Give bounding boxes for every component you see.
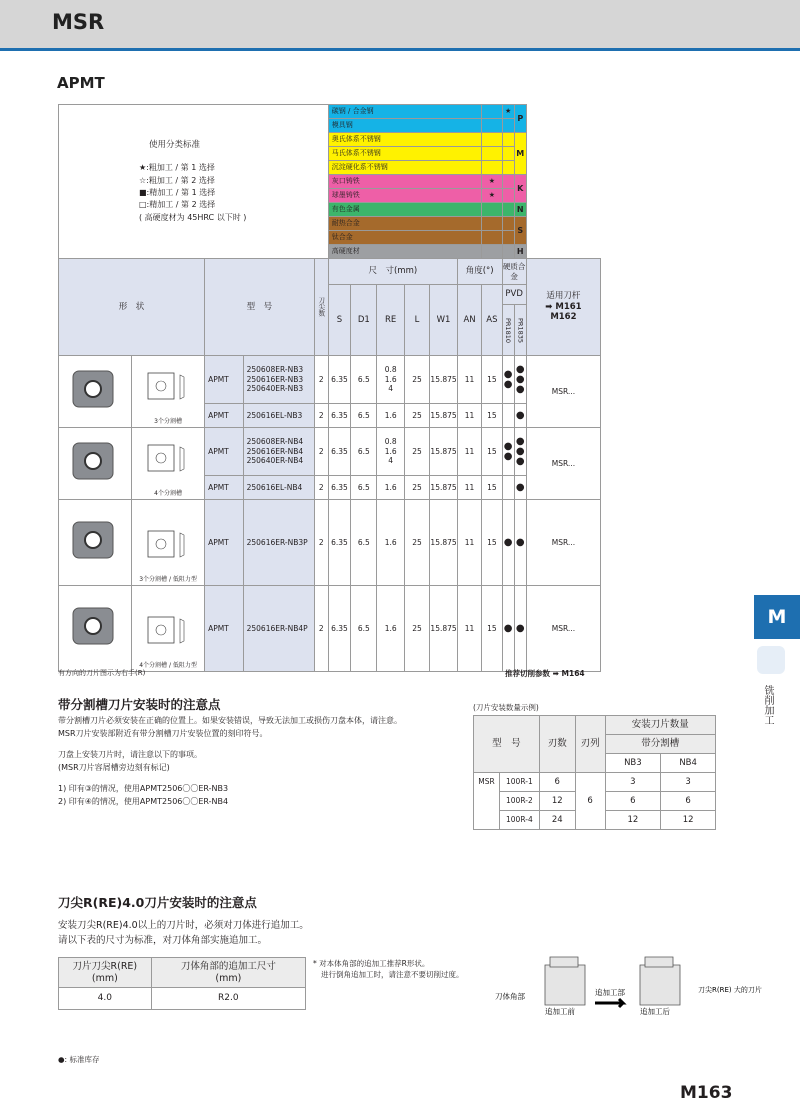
insert-photo-cell bbox=[59, 586, 132, 672]
cell-as: 15 bbox=[482, 404, 502, 428]
material-mark bbox=[502, 147, 514, 161]
cell-edges: 2 bbox=[314, 500, 328, 586]
cell-re: 0.8 1.6 4 bbox=[377, 356, 404, 404]
section1-line: 刀盘上安装刀片时，请注意以下的事项。 bbox=[58, 750, 202, 759]
cell-an: 11 bbox=[457, 476, 481, 500]
cell-l: 25 bbox=[404, 476, 429, 500]
model-header: 型 号 bbox=[205, 259, 315, 356]
material-group: M bbox=[514, 133, 526, 175]
cell-d1: 6.5 bbox=[351, 428, 377, 476]
holder-header: 适用刀杆 ➡ M161 M162 bbox=[526, 259, 600, 356]
col-w1: W1 bbox=[430, 285, 458, 356]
cell-an: 11 bbox=[457, 500, 481, 586]
lbl-tip: 刀尖R(RE) 大的刀片 bbox=[698, 986, 762, 994]
cell-s: 6.35 bbox=[328, 500, 350, 586]
cell-models: 250616ER-NB4P bbox=[243, 586, 314, 672]
material-name: 球墨铸铁 bbox=[328, 189, 481, 203]
header-bar bbox=[0, 0, 800, 48]
qty-teeth: 24 bbox=[539, 811, 575, 830]
cell-edges: 2 bbox=[314, 404, 328, 428]
cell-w1: 15.875 bbox=[430, 428, 458, 476]
cell-g2: ● bbox=[514, 586, 526, 672]
cell-edges: 2 bbox=[314, 476, 328, 500]
cell-g2: ● bbox=[514, 476, 526, 500]
cell-g1 bbox=[502, 476, 514, 500]
qty-h-nb4: NB4 bbox=[661, 754, 716, 773]
cell-models: 250608ER-NB3 250616ER-NB3 250640ER-NB3 bbox=[243, 356, 314, 404]
material-mark bbox=[482, 231, 502, 245]
qty-nb4: 6 bbox=[661, 792, 716, 811]
cell-s: 6.35 bbox=[328, 476, 350, 500]
shape-header: 形 状 bbox=[59, 259, 205, 356]
cell-w1: 15.875 bbox=[430, 500, 458, 586]
qty-nb3: 12 bbox=[605, 811, 661, 830]
section1-line: (MSR刀片容屑槽旁边刻有标记) bbox=[58, 763, 170, 772]
cell-series: APMT bbox=[205, 356, 244, 404]
cell-g2: ● bbox=[514, 404, 526, 428]
cell-models: 250616EL-NB4 bbox=[243, 476, 314, 500]
section1-line: 1) 印有③的情况，使用APMT2506〇〇ER-NB3 bbox=[58, 784, 229, 793]
qty-nb4: 3 bbox=[661, 773, 716, 792]
insert-photo bbox=[65, 365, 125, 415]
material-name: 高硬度材 bbox=[328, 245, 481, 259]
cell-models: 250608ER-NB4 250616ER-NB4 250640ER-NB4 bbox=[243, 428, 314, 476]
material-name: 马氏体系不锈钢 bbox=[328, 147, 481, 161]
cell-series: APMT bbox=[205, 476, 244, 500]
qty-h-rows: 刃列 bbox=[575, 716, 605, 773]
cell-holder: MSR... bbox=[526, 428, 600, 500]
cell-as: 15 bbox=[482, 428, 502, 476]
cell-edges: 2 bbox=[314, 356, 328, 404]
cell-g1: ● bbox=[502, 500, 514, 586]
page-title: MSR bbox=[52, 10, 105, 34]
col-s: S bbox=[328, 285, 350, 356]
material-mark bbox=[482, 203, 502, 217]
material-mark bbox=[482, 119, 502, 133]
cell-as: 15 bbox=[482, 586, 502, 672]
diagram-notes: * 对本体角部的追加工推荐R形状。 进行倒角追加工时，请注意不要切削过度。 bbox=[313, 959, 464, 979]
qty-h-teeth: 刃数 bbox=[539, 716, 575, 773]
insert-photo bbox=[65, 602, 125, 652]
cell-g1: ● ● bbox=[502, 428, 514, 476]
re-v2: R2.0 bbox=[151, 988, 305, 1010]
material-mark: ★ bbox=[502, 105, 514, 119]
cell-re: 1.6 bbox=[377, 586, 404, 672]
col-l: L bbox=[404, 285, 429, 356]
material-name: 有色金属 bbox=[328, 203, 481, 217]
cell-g2: ● ● ● bbox=[514, 356, 526, 404]
cell-an: 11 bbox=[457, 404, 481, 428]
section1-line bbox=[58, 774, 458, 782]
cell-l: 25 bbox=[404, 500, 429, 586]
lbl-extra: 追加工部 bbox=[595, 988, 625, 997]
cell-series: APMT bbox=[205, 428, 244, 476]
qty-table bbox=[473, 715, 716, 830]
chapter-label: 铣削加工 bbox=[762, 685, 773, 725]
cell-g2: ● bbox=[514, 500, 526, 586]
material-mark bbox=[502, 203, 514, 217]
qty-rows-val: 6 bbox=[575, 773, 605, 830]
insert-drawing bbox=[138, 523, 198, 573]
material-mark bbox=[502, 133, 514, 147]
cell-series: APMT bbox=[205, 500, 244, 586]
cell-models: 250616ER-NB3P bbox=[243, 500, 314, 586]
material-group: H bbox=[514, 245, 526, 259]
cell-s: 6.35 bbox=[328, 428, 350, 476]
section1-line: 2) 印有④的情况，使用APMT2506〇〇ER-NB4 bbox=[58, 797, 229, 806]
cell-l: 25 bbox=[404, 356, 429, 404]
lbl-before: 追加工前 bbox=[545, 1007, 575, 1016]
section1-line: MSR刀片安装部附近有带分割槽刀片安装位置的刻印符号。 bbox=[58, 729, 268, 738]
material-mark bbox=[482, 161, 502, 175]
insert-spec-table bbox=[58, 104, 601, 672]
qty-nb3: 6 bbox=[605, 792, 661, 811]
material-group: P bbox=[514, 105, 526, 133]
cell-l: 25 bbox=[404, 404, 429, 428]
re-h2: 刀体角部的追加工尺寸 (mm) bbox=[151, 958, 305, 988]
cell-w1: 15.875 bbox=[430, 476, 458, 500]
material-mark bbox=[482, 217, 502, 231]
col-an: AN bbox=[457, 285, 481, 356]
stock-legend: ●: 标准库存 bbox=[58, 1055, 100, 1064]
col-pvd: PVD bbox=[502, 285, 526, 305]
qty-teeth: 12 bbox=[539, 792, 575, 811]
cell-w1: 15.875 bbox=[430, 356, 458, 404]
edges-header: 刀尖数 bbox=[317, 297, 326, 317]
cell-series: APMT bbox=[205, 586, 244, 672]
insert-drawing-cell: 4个分割槽 / 低阻力型 bbox=[132, 586, 205, 672]
col-pr1810: PR1810 bbox=[504, 317, 513, 343]
material-mark bbox=[482, 105, 502, 119]
material-group: N bbox=[514, 203, 526, 217]
material-mark bbox=[502, 189, 514, 203]
cell-w1: 15.875 bbox=[430, 404, 458, 428]
milling-icon bbox=[757, 646, 785, 674]
section1-line bbox=[58, 740, 458, 748]
cell-d1: 6.5 bbox=[351, 356, 377, 404]
material-mark: ★ bbox=[482, 175, 502, 189]
insert-photo bbox=[65, 516, 125, 566]
material-name: 钛合金 bbox=[328, 231, 481, 245]
cell-s: 6.35 bbox=[328, 356, 350, 404]
cutting-params-link[interactable]: 推荐切削参数 ➡ M164 bbox=[505, 669, 585, 678]
cell-l: 25 bbox=[404, 428, 429, 476]
cell-re: 1.6 bbox=[377, 476, 404, 500]
body-rework-diagram bbox=[490, 945, 762, 1020]
cell-an: 11 bbox=[457, 586, 481, 672]
cell-as: 15 bbox=[482, 356, 502, 404]
material-name: 模具钢 bbox=[328, 119, 481, 133]
qty-model: 100R-1 bbox=[499, 773, 539, 792]
material-mark bbox=[502, 175, 514, 189]
lbl-body: 刀体角部 bbox=[495, 992, 525, 1001]
cell-models: 250616EL-NB3 bbox=[243, 404, 314, 428]
col-pr1835: PR1835 bbox=[516, 317, 525, 343]
material-name: 奥氏体系不锈钢 bbox=[328, 133, 481, 147]
header-rule bbox=[0, 48, 800, 51]
col-re: RE bbox=[377, 285, 404, 356]
chapter-tab[interactable]: M bbox=[754, 595, 800, 639]
cell-an: 11 bbox=[457, 356, 481, 404]
cell-g1 bbox=[502, 404, 514, 428]
cell-holder: MSR... bbox=[526, 356, 600, 428]
cell-re: 1.6 bbox=[377, 404, 404, 428]
cell-d1: 6.5 bbox=[351, 404, 377, 428]
material-mark bbox=[482, 147, 502, 161]
cell-edges: 2 bbox=[314, 428, 328, 476]
cell-as: 15 bbox=[482, 500, 502, 586]
material-mark bbox=[502, 245, 514, 259]
material-mark bbox=[502, 119, 514, 133]
cell-re: 0.8 1.6 4 bbox=[377, 428, 404, 476]
qty-teeth: 6 bbox=[539, 773, 575, 792]
re-table bbox=[58, 957, 306, 1010]
insert-drawing bbox=[138, 365, 198, 415]
material-mark bbox=[502, 217, 514, 231]
legend-box: 使用分类标准 ★:粗加工 / 第 1 选择 ☆:粗加工 / 第 2 选择 ■:精加工 / 第 1 选择 □:精加工 / 第 2 选择 ( 高硬度材为 45HRC 以下时 ) bbox=[59, 105, 329, 259]
grade-header: 硬质合金 bbox=[502, 259, 526, 285]
material-mark bbox=[502, 161, 514, 175]
material-name: 灰口铸铁 bbox=[328, 175, 481, 189]
insert-drawing-cell: 3个分割槽 / 低阻力型 bbox=[132, 500, 205, 586]
cell-series: APMT bbox=[205, 404, 244, 428]
section2-text: 安装刀尖R(RE)4.0以上的刀片时，必须对刀体进行追加工。 请以下表的尺寸为标准，对刀体角部实施追加工。 bbox=[58, 920, 309, 946]
insert-drawing-cell: 4个分割槽 bbox=[132, 428, 205, 500]
page-number: M163 bbox=[680, 1083, 733, 1103]
lbl-after: 追加工后 bbox=[640, 1007, 670, 1016]
qty-prefix: MSR bbox=[474, 773, 500, 830]
insert-drawing-cell: 3个分割槽 bbox=[132, 356, 205, 428]
qty-model: 100R-2 bbox=[499, 792, 539, 811]
insert-photo bbox=[65, 437, 125, 487]
cell-d1: 6.5 bbox=[351, 586, 377, 672]
qty-nb3: 3 bbox=[605, 773, 661, 792]
col-as: AS bbox=[482, 285, 502, 356]
re-v1: 4.0 bbox=[59, 988, 152, 1010]
insert-photo-cell bbox=[59, 500, 132, 586]
cell-g1: ● ● bbox=[502, 356, 514, 404]
cell-an: 11 bbox=[457, 428, 481, 476]
dims-header: 尺 寸(mm) bbox=[328, 259, 457, 285]
col-d1: D1 bbox=[351, 285, 377, 356]
cell-as: 15 bbox=[482, 476, 502, 500]
section2-title: 刀尖R(RE)4.0刀片安装时的注意点 bbox=[58, 895, 257, 910]
qty-h-qty: 安装刀片数量 bbox=[605, 716, 716, 735]
qty-caption: (刀片安装数量示例) bbox=[473, 703, 539, 712]
insert-photo-cell bbox=[59, 428, 132, 500]
material-name: 耐热合金 bbox=[328, 217, 481, 231]
material-name: 碳钢 / 合金钢 bbox=[328, 105, 481, 119]
material-mark bbox=[502, 231, 514, 245]
qty-nb4: 12 bbox=[661, 811, 716, 830]
cell-d1: 6.5 bbox=[351, 500, 377, 586]
cell-w1: 15.875 bbox=[430, 586, 458, 672]
qty-h-nb3: NB3 bbox=[605, 754, 661, 773]
material-mark bbox=[482, 133, 502, 147]
qty-h-model: 型 号 bbox=[474, 716, 540, 773]
qty-h-sub: 带分割槽 bbox=[605, 735, 716, 754]
cell-holder: MSR... bbox=[526, 586, 600, 672]
material-mark: ★ bbox=[482, 189, 502, 203]
section1-title: 带分割槽刀片安装时的注意点 bbox=[58, 697, 221, 712]
re-h1: 刀片刀尖R(RE) (mm) bbox=[59, 958, 152, 988]
angle-header: 角度(°) bbox=[457, 259, 502, 285]
section-subtitle: APMT bbox=[57, 74, 105, 92]
insert-drawing bbox=[138, 437, 198, 487]
qty-model: 100R-4 bbox=[499, 811, 539, 830]
cell-g1: ● bbox=[502, 586, 514, 672]
material-name: 沉淀硬化系不锈钢 bbox=[328, 161, 481, 175]
cell-l: 25 bbox=[404, 586, 429, 672]
hand-note: 有方向的刀片图示为右手(R) bbox=[58, 669, 146, 677]
cell-d1: 6.5 bbox=[351, 476, 377, 500]
cell-re: 1.6 bbox=[377, 500, 404, 586]
cell-holder: MSR... bbox=[526, 500, 600, 586]
material-mark bbox=[482, 245, 502, 259]
insert-photo-cell bbox=[59, 356, 132, 428]
insert-drawing bbox=[138, 609, 198, 659]
cell-s: 6.35 bbox=[328, 404, 350, 428]
cell-edges: 2 bbox=[314, 586, 328, 672]
section1-text bbox=[58, 714, 458, 808]
material-group: S bbox=[514, 217, 526, 245]
cell-s: 6.35 bbox=[328, 586, 350, 672]
cell-g2: ● ● ● bbox=[514, 428, 526, 476]
material-group: K bbox=[514, 175, 526, 203]
section1-line: 带分割槽刀片必须安装在正确的位置上。如果安装错误，导致无法加工或损伤刀盘本体，请注意。 bbox=[58, 716, 402, 725]
